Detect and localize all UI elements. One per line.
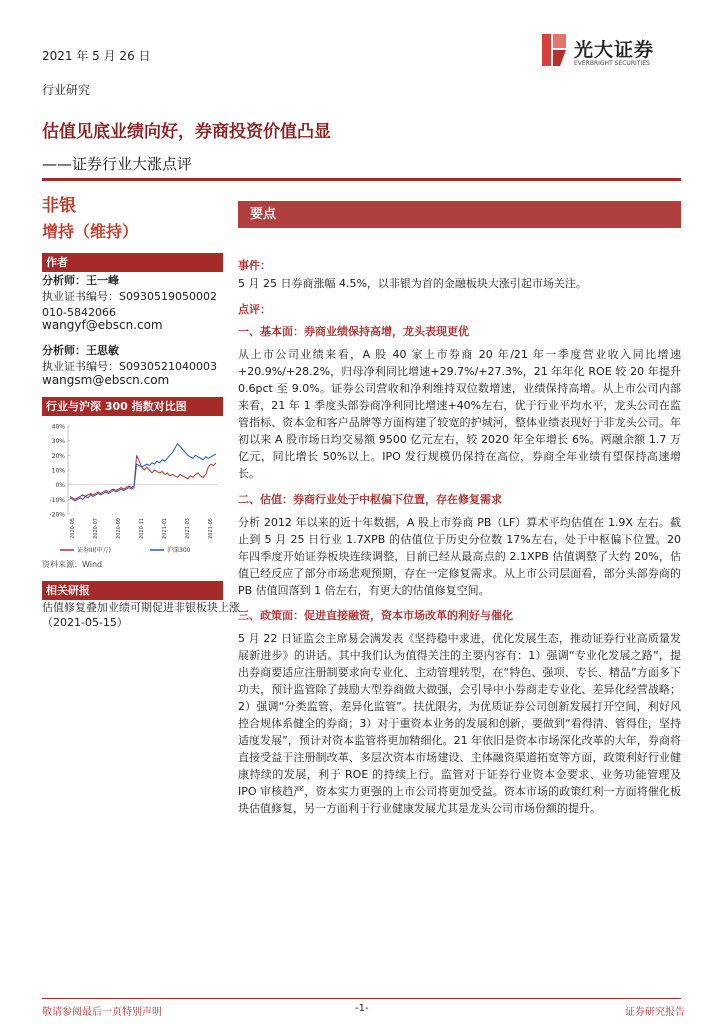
- y-tick-label: 0%: [55, 482, 65, 490]
- y-tick-label: -10%: [49, 496, 65, 504]
- comparison-chart: [42, 420, 223, 558]
- x-tick-label: 2020-09: [116, 518, 122, 539]
- sector-label: 非银: [42, 196, 76, 216]
- page-number: -1-: [355, 1003, 369, 1014]
- x-tick-label: 2021-05: [208, 518, 214, 539]
- logo-mark-icon: [540, 32, 570, 68]
- section1-title: 一、基本面：券商业绩保持高增，龙头表现更优: [238, 325, 469, 338]
- related-header: 相关研报: [42, 581, 223, 600]
- section2-title: 二、估值：券商行业处于中枢偏下位置，存在修复需求: [238, 493, 502, 506]
- y-tick-label: -20%: [49, 511, 65, 519]
- analyst2-name: 分析师：王思敏: [42, 344, 119, 357]
- company-logo: [540, 32, 690, 72]
- y-tick-label: 30%: [51, 438, 65, 446]
- series-line-csi300: [70, 444, 216, 501]
- analyst2-email[interactable]: wangsm@ebscn.com: [42, 373, 170, 387]
- rating-label: 增持（维持）: [42, 222, 139, 241]
- x-tick-label: 2020-05: [70, 518, 76, 539]
- analyst1-cert: 执业证书编号：S0930519050002: [42, 290, 217, 303]
- report-title: 估值见底业绩向好，券商投资价值凸显: [42, 122, 331, 142]
- legend-label: 证券III(申万): [77, 547, 111, 554]
- x-tick-label: 2020-11: [139, 518, 145, 539]
- chart-header: 行业与沪深 300 指数对比图: [42, 397, 223, 416]
- series-line-securities: [70, 455, 216, 499]
- section2-text: 分析 2012 年以来的近十年数据，A 股上市券商 PB（LF）算术平均估值在 1.9X 左右。截止到 5 月 25 日行业 1.7XPB 的估值位于历史分位数 17%左右，处于中枢偏下位置。20 年四季度开始证券板块连续调整，目前已经从最高点的 2.1XPB 估值调整了大约 20%，估值已经反应了部分市场悲观预期，存在一定修复需求。从上市公司层面看，部分头部券商的 PB 估值回落到 1 倍左右，有更大的估值修复空间。: [238, 516, 681, 597]
- section1-text: 从上市公司业绩来看，A 股 40 家上市券商 20 年/21 年一季度营业收入同比增速+20.9%/+28.2%，归母净利同比增速+29.7%/+27.3%，21 年年化 ROE 较 20 年提升 0.6pct 至 9.0%。证券公司营收和净利维持双位数增速，业绩保持高增。从上市公司内部来看，21 年 1 季度头部券商净利同比增速+40%左右，优于行业平均水平，龙头公司在监管指标、资本金和客户品牌等方面构建了较宽的护城河，整体业绩表现好于非龙头公司。年初以来 A 股市场日均交易额 9500 亿元左右，较 2020 年全年增长 6%。两融余额 1.7 万亿元，同比增长 50%以上。IPO 发行规模仍保持在高位，券商全年业绩有望保持高速增长。: [238, 348, 681, 480]
- y-tick-label: 40%: [51, 423, 65, 431]
- event-label: 事件：: [238, 259, 271, 272]
- x-tick-label: 2021-01: [162, 518, 168, 539]
- legend-label: 沪深300: [167, 547, 191, 554]
- report-date: 2021 年 5 月 26 日: [42, 49, 151, 63]
- y-tick-label: 10%: [51, 467, 65, 475]
- footer-divider: [42, 998, 681, 999]
- comment-label: 点评：: [238, 303, 271, 316]
- report-subtitle: ——证券行业大涨点评: [42, 155, 193, 173]
- footer-report-type: 证券研究报告: [625, 1007, 685, 1018]
- analyst2-cert: 执业证书编号：S0930521040003: [42, 360, 217, 373]
- x-tick-label: 2020-07: [93, 518, 99, 539]
- section3-title: 三、政策面：促进直接融资，资本市场改革的利好与催化: [238, 609, 513, 622]
- footer-disclaimer[interactable]: 敬请参阅最后一页特别声明: [42, 1007, 162, 1018]
- chart-source: 资料来源：Wind: [42, 560, 103, 569]
- event-text: 5 月 25 日券商涨幅 4.5%，以非银为首的金融板块大涨引起市场关注。: [238, 277, 587, 290]
- analyst1-phone: 010-5842066: [42, 306, 116, 319]
- related-report-title[interactable]: 估值修复叠加业绩可期促进非银板块上涨: [42, 601, 240, 614]
- authors-header: 作者: [42, 253, 223, 272]
- x-tick-label: 2021-03: [185, 518, 191, 539]
- header-divider: [42, 178, 681, 181]
- analyst1-email[interactable]: wangyf@ebscn.com: [42, 318, 163, 332]
- report-category: 行业研究: [42, 83, 91, 97]
- key-points-header: 要点: [238, 201, 681, 228]
- logo-english: EVERBRIGHT SECURITIES: [574, 60, 650, 67]
- logo-name: 光大证券: [574, 39, 655, 61]
- related-report-date: （2021-05-15）: [42, 616, 128, 629]
- analyst1-name: 分析师：王一峰: [42, 274, 119, 287]
- section3-text: 5 月 22 日证监会主席易会满发表《坚持稳中求进，优化发展生态，推动证券行业高质量发展新进步》的讲话。其中我们认为值得关注的主要内容有：1）强调“专业化发展之路”，提出券商要适应注册制要求向专业化、主动管理转型，在“特色、强项、专长、精品”方面多下功夫，预计监管除了鼓励大型券商做大做强，会引导中小券商走专业化、差异化经营战略；2）强调“分类监管，差异化监管”。扶优限劣，为优质证券公司创新发展打开空间，利好风控合规体系健全的券商；3）对于重资本业务的发展和创新，要做到“看得清、管得住，坚持适度发展”，预计对资本监管将更加精细化。21 年依旧是资本市场深化改革的大年，券商将直接受益于注册制改革、多层次资本市场建设、主体融资渠道拓宽等方面，政策利好行业健康持续的发展，利于 ROE 的持续上行。监管对于证券行业资本金要求、业务功能管理及 IPO 审核趋严，资本实力更强的上市公司将更加受益。资本市场的政策红利一方面将催化板块估值修复，另一方面利于行业健康发展尤其是龙头公司市场份额的提升。: [238, 632, 681, 815]
- y-tick-label: 20%: [51, 452, 65, 460]
